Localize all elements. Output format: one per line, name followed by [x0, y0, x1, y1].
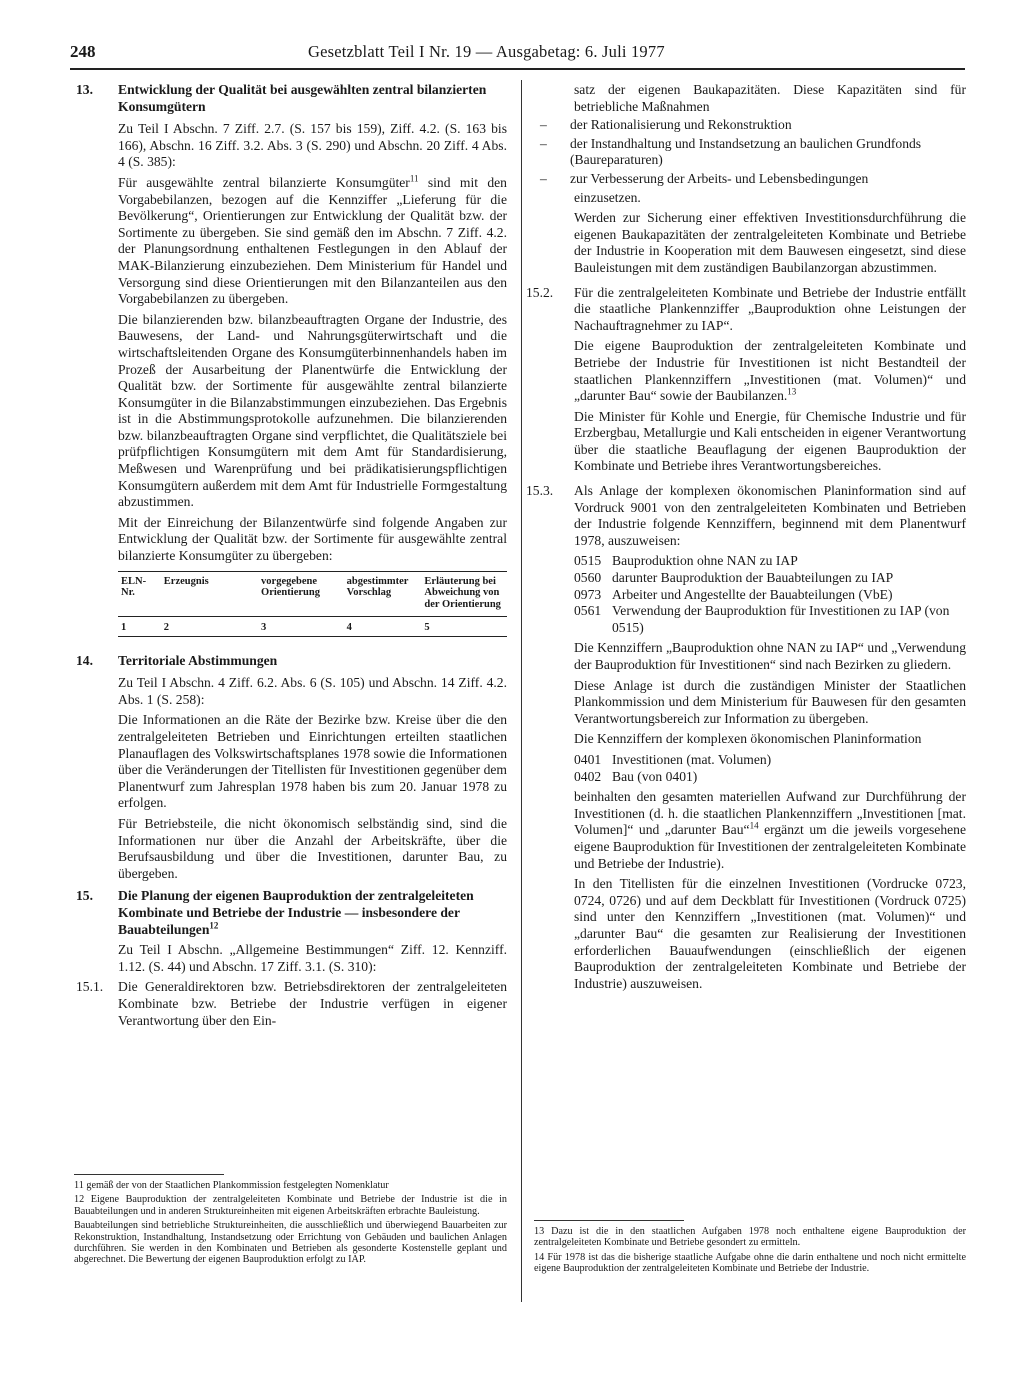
table-cell: 3 [258, 617, 344, 637]
list-item: – zur Verbesserung der Arbeits- und Lebensbedingungen [534, 171, 966, 188]
section-reference: Zu Teil I Abschn. 4 Ziff. 6.2. Abs. 6 (S. 105) und Abschn. 14 Ziff. 4.2. Abs. 1 (S. 258): [118, 675, 507, 707]
footnote-rule [74, 1174, 224, 1175]
footnotes-left [74, 1180, 507, 1269]
code-item: 0401 Investitionen (mat. Volumen) [574, 751, 772, 767]
paragraph: beinhalten den gesamten materiellen Aufwand zur Durchführung der Investitionen (d. h. die staatlichen Plankennziffern „Investitionen [mat. Volumen]“ und „darunter Bau“$^{14}$ ergänzt um die jeweils vorgesehene eigene Bauproduktion für Investitionen der zentralgeleiteten Kombinate und Betriebe der Industrie). [574, 789, 966, 871]
code-item: 0560 darunter Bauproduktion der Bauabteilungen zu IAP [574, 570, 894, 586]
paragraph: Als Anlage der komplexen ökonomischen Planinformation sind auf Vordruck 9001 von den zentralgeleiteten Kombinaten und Betrieben der Industrie folgende Kennziffern, beginnend mit dem Planentwurf 1978, auszuweisen: [574, 483, 966, 548]
code-item: 0973 Arbeiter und Angestellte der Bauabteilungen (VbE) [574, 586, 893, 602]
table-row [118, 617, 507, 637]
table-cell: 2 [161, 617, 258, 637]
code-number: 0973 [574, 586, 602, 602]
table-header: Erläuterung bei Abweichung von der Orientierung [421, 571, 507, 617]
footnote-ref: 12 [209, 920, 219, 930]
paragraph: Die Minister für Kohle und Energie, für Chemische Industrie und für Erzbergbau, Metallurgie und Kali entscheiden in eigener Verantwortung über die staatliche Beauflagung der eigenen Bauproduktion der Kombinate und Betriebe ihres Verantwortungsbereiches. [574, 408, 966, 474]
paragraph: Diese Anlage ist durch die zuständigen Minister der Staatlichen Plankommission und dem Ministerium für Bauwesen für den gesamten Verantwortungsbereich zur Information zu übergeben. [574, 677, 966, 726]
section-15 [74, 888, 507, 975]
paragraph: Für die zentralgeleiteten Kombinate und Betriebe der Industrie entfällt die staatliche Plankennziffer „Bauproduktion ohne Leistungen der Nachauftragnehmer zu IAP“. [574, 284, 966, 333]
section-number: 14. [76, 652, 93, 668]
table-header: abgestimmter Vorschlag [344, 571, 422, 617]
paragraph: Die eigene Bauproduktion der zentralgeleiteten Kombinate und Betriebe der Industrie für Investitionen ist nicht Bestandteil der staatlichen Plankennziffern „Investitionen (mat. Volumen)“ und „darunter Bau“ sowie der Baubilanzen.$^{13}$ [574, 338, 966, 404]
quality-table [118, 571, 507, 637]
table-header: vorgegebene Orientierung [258, 571, 344, 617]
paragraph: satz der eigenen Baukapazitäten. Diese Kapazitäten sind für betriebliche Maßnahmen [574, 82, 966, 114]
section-15-1-continued [534, 82, 966, 277]
footnote-13: 13 Dazu ist die in den staatlichen Aufgaben 1978 noch enthaltene eigene Bauproduktion der zentralgeleiteten Kombinate und Betriebe gesondert zu ermitteln. [534, 1226, 966, 1249]
footnote-rule [534, 1220, 684, 1221]
section-number: 15.1. [76, 979, 104, 995]
footnote-12: 12 Eigene Bauproduktion der zentralgeleiteten Kombinate und Betriebe der Industrie ist die in Bauabteilungen und in anderen Struktureinheiten mit eigenen Arbeitskräften erbrachte Bauleistung. [74, 1194, 507, 1217]
left-column [74, 82, 507, 1033]
paragraph: Mit der Einreichung der Bilanzentwürfe sind folgende Angaben zur Entwicklung der Qualität bzw. der Sortimente für ausgewählte zentral bilanzierte Konsumgüter zu übergeben: [118, 514, 507, 564]
footnote-ref: 13 [787, 386, 797, 397]
section-number: 15. [76, 888, 93, 904]
column-separator [521, 80, 522, 1302]
paragraph: einzusetzen. [574, 189, 641, 205]
section-title: Territoriale Abstimmungen [118, 652, 278, 668]
footnote-12-cont: Bauabteilungen sind betriebliche Struktureinheiten, die ausschließlich und überwiegend Bauarbeiten zur Rekonstruktion, Instandhaltung, Instandsetzung oder Errichtung von Gebäuden und baulichen Anlagen durchführen. Sie werden in den Kombinaten und Betrieben als gesonderte Kostenstelle geplant und abgerechnet. Die Bewertung der eigenen Bauproduktion erfolgt zu IAP. [74, 1220, 507, 1266]
right-column [526, 82, 966, 996]
section-reference: Zu Teil I Abschn. 7 Ziff. 2.7. (S. 157 bis 159), Ziff. 4.2. (S. 163 bis 166), Abschn. 16 Ziff. 3.2. Abs. 3 (S. 290) und Abschn. 20 Ziff. 4 Abs. 4 (S. 385): [118, 121, 507, 170]
section-15-2 [526, 284, 966, 476]
code-number: 0515 [574, 553, 602, 569]
table-header: ELN-Nr. [118, 571, 161, 617]
section-number: 15.3. [526, 483, 554, 499]
code-number: 0560 [574, 570, 602, 586]
code-item: 0561 Verwendung der Bauproduktion für Investitionen zu IAP (von 0515) [574, 603, 950, 635]
paragraph: Für ausgewählte zentral bilanzierte Konsumgüter$^{11}$ sind mit den Vorgabebilanzen, bezogen auf die Kennziffer „Lieferung für die Bevölkerung“, Orientierungen zur Entwicklung der Qualität bzw. der Sortimente zu übergeben. Sie sind gemäß den im Abschn. 7 Ziff. 4.2. der Planungsordnung enthaltenen Festlegungen in den Ablauf der MAK-Bilanzierung einzubeziehen. Dem Ministerium für Handel und Versorgung sind diese Orientierungen mit den Bilanzanteilen aus den Vorgabebilanzen zu übergeben. [118, 173, 507, 307]
running-title: Gesetzblatt Teil I Nr. 19 — Ausgabetag: 6. Juli 1977 [308, 42, 665, 61]
footnote-ref: 11 [409, 173, 419, 184]
measures-list [534, 117, 966, 187]
section-15-3 [526, 483, 966, 992]
section-14 [74, 653, 507, 883]
list-item: – der Rationalisierung und Rekonstruktion [534, 117, 966, 134]
code-number: 0402 [574, 768, 602, 784]
paragraph: Die Generaldirektoren bzw. Betriebsdirektoren der zentralgeleiteten Kombinate bzw. Betriebe der Industrie verfügen in eigener Verantwortung über den Ein- [118, 979, 507, 1028]
table-header: Erzeugnis [161, 571, 258, 617]
section-number: 15.2. [526, 284, 554, 300]
paragraph: Die Informationen an die Räte der Bezirke bzw. Kreise über die den zentralgeleiteten Betrieben und Einrichtungen erteilten staatlichen Planauflagen des Volkswirtschaftsplanes 1978 sowie die Informationen über die Veränderungen der Titellisten für Investitionen gegenüber dem Planentwurf zum Jahresplan 1978 haben bis zum 20. Januar 1978 zu erfolgen. [118, 712, 507, 811]
list-item: – der Instandhaltung und Instandsetzung an baulichen Grundfonds (Baureparaturen) [534, 136, 966, 169]
section-13 [74, 82, 507, 637]
footnotes-right [534, 1226, 966, 1278]
paragraph: In den Titellisten für die einzelnen Investitionen (Vordrucke 0723, 0724, 0726) und auf dem Deckblatt für Investitionen (Vordruck 0725) sind unter den Kennziffern „Investitionen (mat. Volumen)“ und „darunter Bau“ die gesamten zur Realisierung der Investitionen erforderlichen Bauaufwendungen (einschließlich der eigenen Bauproduktion der zentralgeleiteten Kombinate und Betriebe der Industrie) auszuweisen. [574, 876, 966, 991]
code-number: 0401 [574, 751, 602, 767]
paragraph: Die Kennziffern „Bauproduktion ohne NAN zu IAP“ und „Verwendung der Bauproduktion für Investitionen“ sind nach Bezirken zu gliedern. [574, 640, 966, 672]
section-15-1 [74, 979, 507, 1029]
code-item: 0402 Bau (von 0401) [574, 768, 698, 784]
paragraph: Die bilanzierenden bzw. bilanzbeauftragten Organe der Industrie, des Bauwesens, der Land- und Nahrungsgüterwirtschaft und die wirtschaftsleitenden Organe des Konsumgüterbinnenhandels haben im Prozeß der Ausarbeitung der Planentwürfe die Entwicklung der Qualität bzw. der Sortimente für ausgewählte zentral bilanzierte Konsumgüter in die Bilanzabstimmungen einzubeziehen. Das Ergebnis ist in die Abstimmungsprotokolle aufzunehmen. Die bilanzierenden bzw. bilanzbeauftragten Organe sind verpflichtet, die Qualitätsziele bei prüfpflichtigen Konsumgütern mit dem Amt für Standardisierung, Meßwesen und Warenprüfung und bei prädikatisierungspflichtigen Konsumgütern außerdem mit dem Amt für Industrielle Formgestaltung abzustimmen. [118, 311, 507, 510]
section-number: 13. [76, 82, 93, 97]
footnote-11: 11 gemäß der von der Staatlichen Plankommission festgelegten Nomenklatur [74, 1180, 389, 1191]
table-cell: 4 [344, 617, 422, 637]
footnote-ref: 14 [749, 820, 759, 831]
code-number: 0561 [574, 603, 602, 619]
page-header [70, 42, 965, 70]
footnote-14: 14 Für 1978 ist das die bisherige staatliche Aufgabe ohne die darin enthaltene und noch nicht ermittelte eigene Bauproduktion der zentralgeleiteten Kombinate und Betriebe der Industrie. [534, 1251, 966, 1275]
section-reference: Zu Teil I Abschn. „Allgemeine Bestimmungen“ Ziff. 12. Kennziff. 1.12. (S. 44) und Abschn. 17 Ziff. 3.1. (S. 310): [118, 942, 507, 974]
table-cell: 1 [118, 617, 161, 637]
table-cell: 5 [421, 617, 507, 637]
section-title: Die Planung der eigenen Bauproduktion der zentralgeleiteten Kombinate und Betriebe der Industrie — insbesondere der Bauabteilungen$^{12}$ [118, 888, 474, 937]
paragraph: Die Kennziffern der komplexen ökonomischen Planinformation [574, 731, 922, 747]
paragraph: Werden zur Sicherung einer effektiven Investitionsdurchführung die eigenen Baukapazitäten der zentralgeleiteten Kombinate und Betriebe der Industrie in Kooperation mit dem Bauwesen eingesetzt, sind diese Bauleistungen mit dem zuständigen Baubilanzorgan abzustimmen. [574, 210, 966, 275]
header-rule [70, 68, 965, 70]
section-title: Entwicklung der Qualität bei ausgewählten zentral bilanzierten Konsumgütern [118, 82, 487, 114]
page-number: 248 [70, 42, 96, 61]
table-header-row [118, 571, 507, 617]
paragraph: Für Betriebsteile, die nicht ökonomisch selbständig sind, sind die Informationen nur über die Anzahl der Arbeitskräfte, über die Berufsausbildung und über die Investitionen, darunter Bau, zu übergeben. [118, 815, 507, 881]
code-item: 0515 Bauproduktion ohne NAN zu IAP [574, 553, 798, 569]
